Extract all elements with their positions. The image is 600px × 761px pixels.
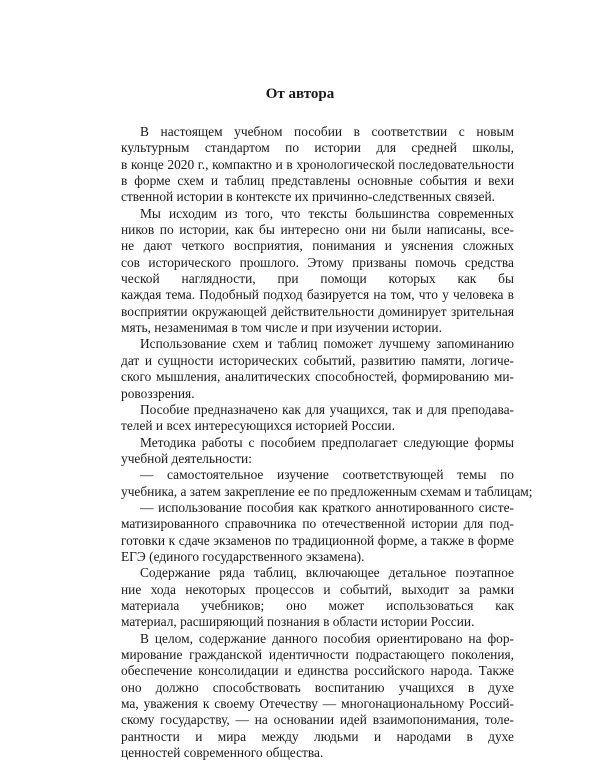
- paragraph: [121, 206, 514, 337]
- text-line: Использование схем и таблиц поможет лучшему запоминанию: [140, 336, 514, 352]
- paragraph: [121, 565, 514, 630]
- text-line: оно должно способствовать воспитанию учащихся в духе: [121, 679, 514, 695]
- text-line: телей и всех интересующихся историей России.: [121, 418, 395, 434]
- text-line: ников по истории, как бы интересно они ни были написаны, все-: [121, 222, 514, 238]
- paragraph: [121, 500, 514, 565]
- text-line: — самостоятельное изучение соответствующей темы по: [140, 467, 514, 483]
- text-line: культурным стандартом по истории для средней школы,: [121, 140, 514, 156]
- text-line: учебника, а затем закрепление ее по предложенным схемам и таблицам;: [121, 483, 533, 499]
- text-line: матизированного справочника по отечественной истории для под-: [121, 516, 514, 532]
- text-line: мять, незаменимая в том числе и при изучении истории.: [121, 320, 442, 336]
- text-line: каждая тема. Подобный подход базируется на том, что у человека в: [121, 287, 514, 303]
- text-line: ственной истории в контексте их причинно-следственных связей.: [121, 189, 495, 205]
- text-line: восприятии окружающей действительности доминирует зрительная: [121, 303, 514, 319]
- paragraph: [121, 467, 533, 500]
- text-line: не дают четкого восприятия, понимания и уяснения сложных: [121, 238, 514, 254]
- text-line: мирование гражданской идентичности подрастающего поколения,: [121, 647, 514, 662]
- page-title: От автора: [265, 86, 335, 102]
- text-line: скому государству, — на основании идей взаимопонимания, толе-: [121, 712, 514, 728]
- text-line: Методика работы с пособием предполагает следующие формы: [140, 434, 514, 450]
- paragraph: [121, 402, 514, 435]
- text-line: ма, уважения к своему Отечеству — многонациональному Россий-: [121, 696, 514, 712]
- text-line: сов исторического прошлого. Этому призваны помочь средства: [121, 254, 514, 270]
- text-line: ского мышления, аналитических способностей, формированию ми-: [121, 369, 514, 385]
- text-line: обеспечение консолидации и единства российского народа. Также: [121, 663, 514, 679]
- text-line: материал, расширяющий познания в области истории России.: [121, 614, 475, 630]
- text-line: В целом, содержание данного пособия ориентировано на фор-: [140, 630, 514, 646]
- text-line: в конце 2020 г., компактно и в хронологической последовательности: [121, 156, 514, 172]
- text-line: Содержание ряда таблиц, включающее детальное поэтапное: [140, 565, 514, 581]
- text-line: — использование пособия как краткого аннотированного систе-: [140, 499, 514, 515]
- body-text: [121, 124, 533, 761]
- paragraph: [121, 631, 514, 761]
- text-line: ценностей современного общества.: [121, 745, 324, 761]
- paragraph: [121, 435, 514, 468]
- text-line: ние хода некоторых процессов и событий, выходит за рамки: [121, 581, 514, 597]
- text-line: ЕГЭ (единого государственного экзамена).: [121, 548, 365, 564]
- text-line: ровоззрения.: [121, 385, 195, 401]
- paragraph: [121, 336, 514, 401]
- text-line: в форме схем и таблиц представлены основные события и вехи: [121, 173, 514, 189]
- text-line: Мы исходим из того, что тексты большинства современных: [140, 205, 514, 221]
- text-line: Пособие предназначено как для учащихся, так и для преподава-: [140, 401, 514, 417]
- paragraph: [121, 124, 514, 206]
- text-line: В настоящем учебном пособии в соответствии с новым: [140, 124, 514, 139]
- text-line: рантности и мира между людьми и народами в духе: [121, 728, 514, 744]
- text-line: готовки к сдаче экзаменов по традиционной форме, а также в форме: [121, 532, 514, 548]
- text-line: ческой наглядности, при помощи которых как бы: [121, 271, 514, 287]
- text-line: учебной деятельности:: [121, 450, 252, 466]
- text-line: материала учебников; оно может использоваться как: [121, 597, 514, 613]
- text-line: дат и сущности исторических событий, развитию памяти, логиче-: [121, 352, 514, 368]
